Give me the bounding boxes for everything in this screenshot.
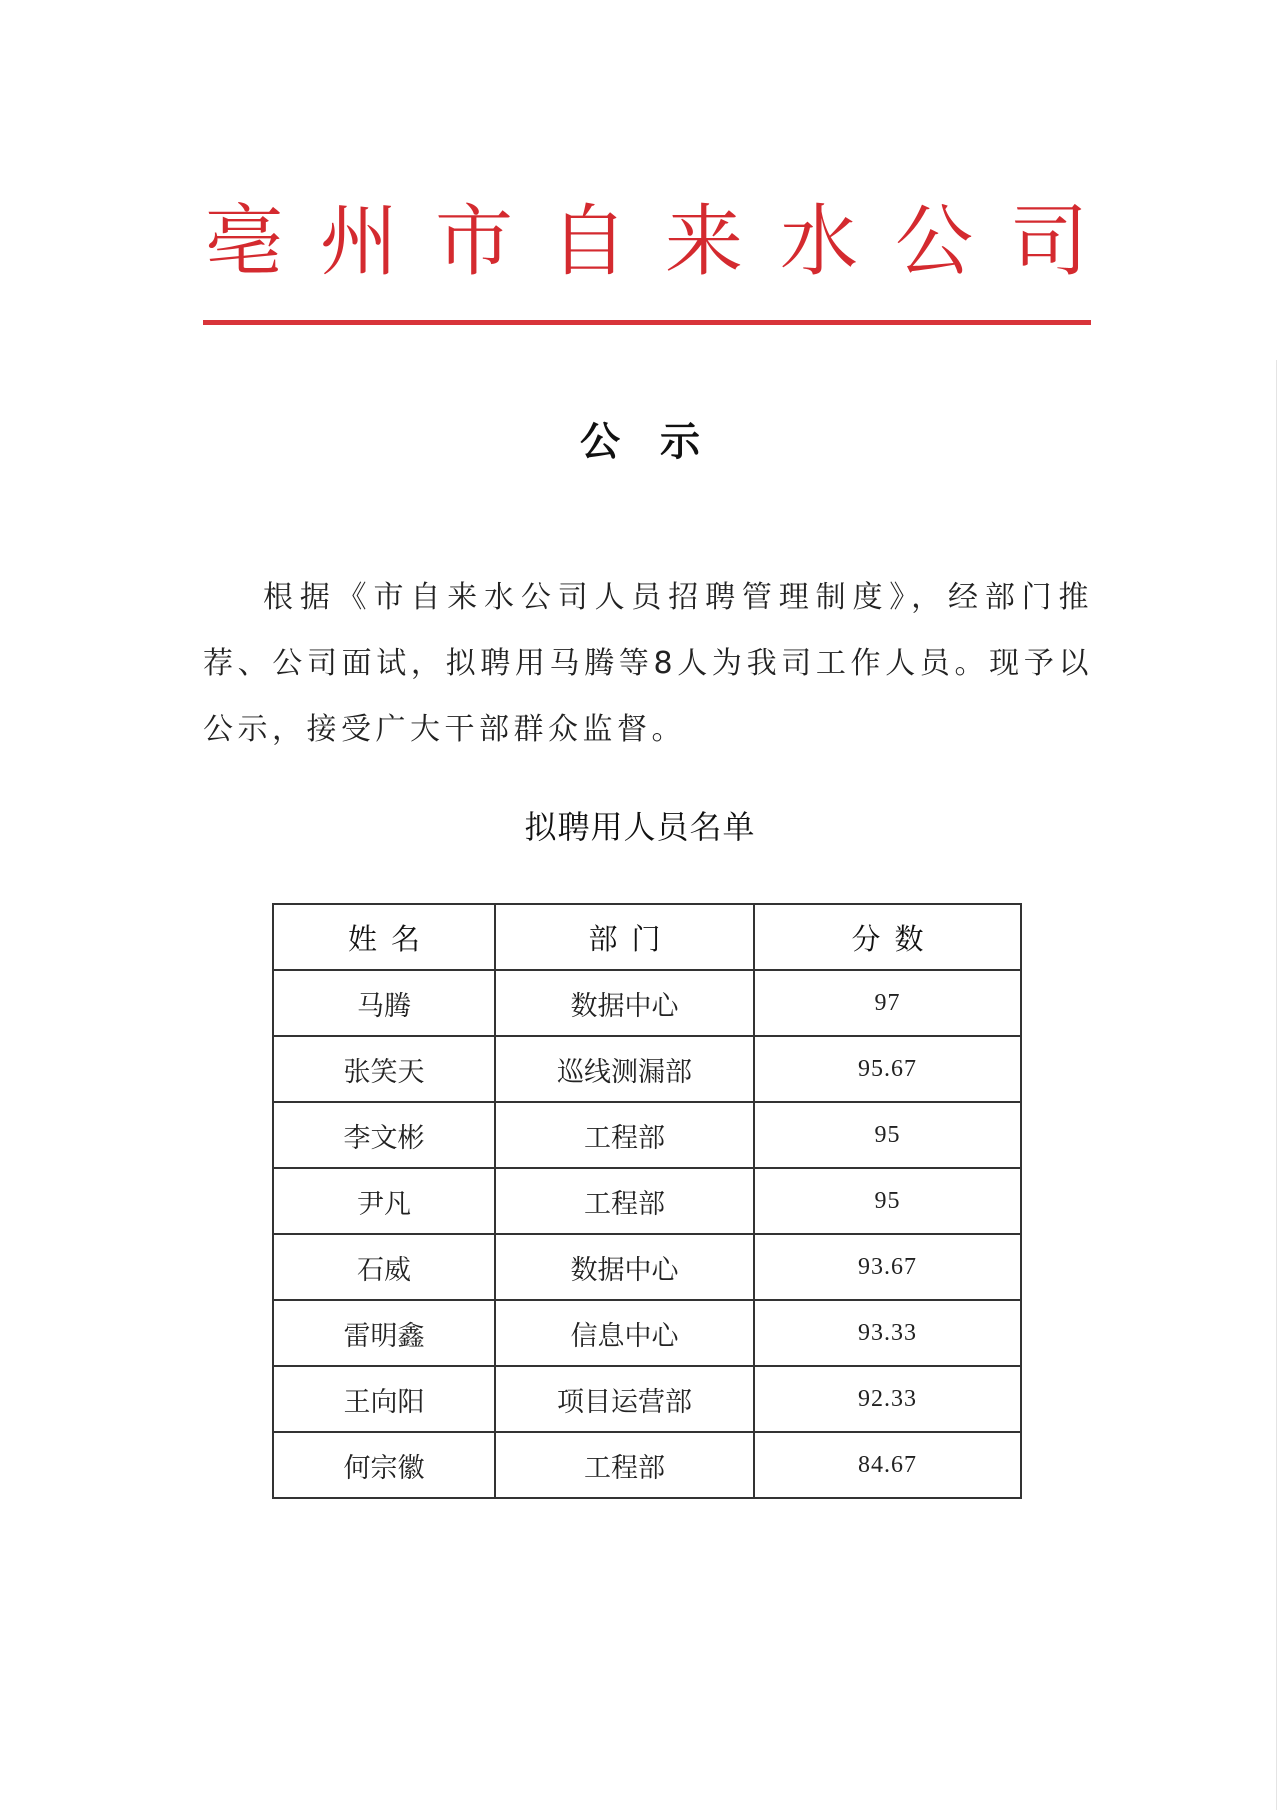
roster-table [272, 903, 1022, 1499]
letterhead-char: 公 [894, 197, 973, 287]
letterhead-char: 自 [549, 197, 628, 287]
roster-title: 拟聘用人员名单 [524, 808, 756, 846]
letterhead-char: 亳 [204, 197, 283, 287]
cell-name: 李文彬 [273, 1102, 495, 1168]
cell-name: 何宗徽 [273, 1432, 495, 1498]
letterhead-title [203, 190, 1090, 287]
table-row [273, 970, 1021, 1036]
cell-score: 95 [754, 1168, 1021, 1234]
column-header-department: 部门 [495, 904, 754, 970]
cell-name: 马腾 [273, 970, 495, 1036]
table-row [273, 1300, 1021, 1366]
letterhead-char: 来 [664, 197, 743, 287]
letterhead-char: 市 [434, 197, 513, 287]
cell-score: 97 [754, 970, 1021, 1036]
cell-department: 数据中心 [495, 1234, 754, 1300]
letterhead-char: 司 [1009, 197, 1088, 287]
table-header-row [273, 904, 1021, 970]
cell-score: 93.33 [754, 1300, 1021, 1366]
notice-title: 公示 [580, 418, 740, 465]
cell-score: 92.33 [754, 1366, 1021, 1432]
notice-paragraph: 根据《市自来水公司人员招聘管理制度》，经部门推荐、公司面试，拟聘用马腾等8人为我司工作人员。现予以公示，接受广大干部群众监督。 [203, 580, 1093, 747]
letterhead-char: 水 [779, 197, 858, 287]
table-row [273, 1234, 1021, 1300]
cell-score: 84.67 [754, 1432, 1021, 1498]
cell-department: 数据中心 [495, 970, 754, 1036]
cell-department: 工程部 [495, 1102, 754, 1168]
table-row [273, 1366, 1021, 1432]
cell-score: 95 [754, 1102, 1021, 1168]
cell-name: 王向阳 [273, 1366, 495, 1432]
letterhead-divider [203, 320, 1091, 325]
cell-score: 95.67 [754, 1036, 1021, 1102]
cell-name: 雷明鑫 [273, 1300, 495, 1366]
cell-name: 石威 [273, 1234, 495, 1300]
cell-department: 工程部 [495, 1432, 754, 1498]
table-row [273, 1036, 1021, 1102]
table-row [273, 1432, 1021, 1498]
table-row [273, 1168, 1021, 1234]
cell-department: 巡线测漏部 [495, 1036, 754, 1102]
scan-page-edge [1276, 360, 1277, 1810]
letterhead-char: 州 [319, 197, 398, 287]
cell-department: 信息中心 [495, 1300, 754, 1366]
cell-department: 工程部 [495, 1168, 754, 1234]
notice-body [203, 565, 1093, 763]
table-row [273, 1102, 1021, 1168]
column-header-score: 分数 [754, 904, 1021, 970]
cell-score: 93.67 [754, 1234, 1021, 1300]
cell-name: 尹凡 [273, 1168, 495, 1234]
column-header-name: 姓名 [273, 904, 495, 970]
cell-department: 项目运营部 [495, 1366, 754, 1432]
cell-name: 张笑天 [273, 1036, 495, 1102]
